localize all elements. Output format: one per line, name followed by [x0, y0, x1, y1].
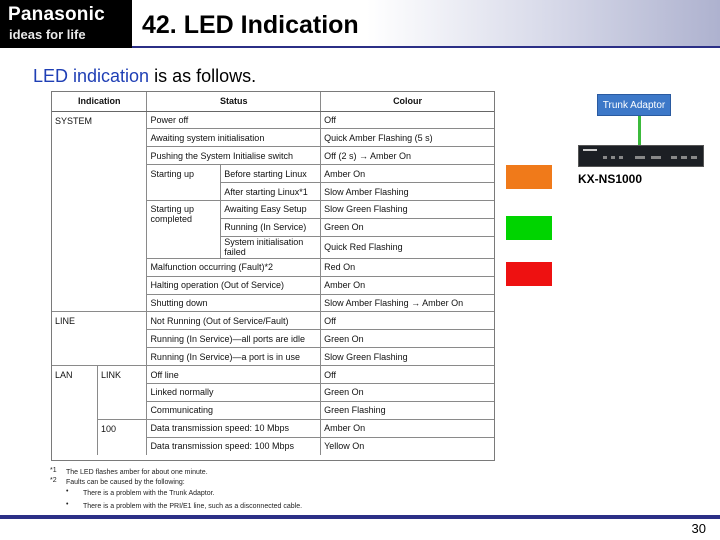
- bullet-icon: •: [66, 488, 69, 495]
- title-bar: [132, 0, 720, 48]
- green-swatch: [506, 216, 552, 240]
- status-sub-cell: System initialisation failed: [221, 236, 321, 258]
- colour-cell: Off: [321, 312, 494, 330]
- colour-cell: Amber On: [321, 276, 494, 294]
- device-label: KX-NS1000: [578, 172, 643, 186]
- colour-cell: Slow Amber Flashing: [321, 183, 494, 201]
- led-table: [51, 91, 495, 461]
- page-number: 30: [691, 521, 706, 536]
- colour-cell: Quick Amber Flashing (5 s): [321, 129, 494, 147]
- status-cell: Linked normally: [147, 383, 321, 401]
- device-port: [681, 156, 687, 159]
- colour-cell: Amber On: [321, 165, 494, 183]
- status-cell: Not Running (Out of Service/Fault): [147, 312, 321, 330]
- header-colour: Colour: [321, 92, 494, 111]
- status-cell: Communicating: [147, 401, 321, 419]
- intro-text: [33, 66, 256, 87]
- header-indication: Indication: [52, 92, 147, 111]
- intro-rest: is as follows.: [149, 66, 257, 86]
- indication-link: LINK: [97, 366, 146, 420]
- status-sub-cell: After starting Linux*1: [221, 183, 321, 201]
- colour-cell: Quick Red Flashing: [321, 236, 494, 258]
- colour-cell: Slow Amber Flashing → Amber On: [321, 294, 494, 312]
- status-cell: Power off: [147, 111, 321, 129]
- status-cell: Malfunction occurring (Fault)*2: [147, 258, 321, 276]
- trunk-adaptor-box: [597, 94, 671, 116]
- device-led: [619, 156, 623, 159]
- device-port: [671, 156, 677, 159]
- colour-cell: Slow Green Flashing: [321, 200, 494, 218]
- red-swatch: [506, 262, 552, 286]
- page-title: 42. LED Indication: [142, 11, 359, 39]
- indication-lan: LAN: [55, 370, 73, 381]
- colour-cell: Slow Green Flashing: [321, 348, 494, 366]
- device-port: [691, 156, 697, 159]
- amber-swatch: [506, 165, 552, 189]
- device-port: [651, 156, 661, 159]
- device-port: [635, 156, 645, 159]
- device-brand-mark: [583, 149, 597, 151]
- status-sub-cell: Running (In Service): [221, 218, 321, 236]
- footnote-bullet-1: There is a problem with the Trunk Adaptor.: [83, 490, 215, 497]
- table-row: [52, 312, 494, 330]
- colour-cell: Red On: [321, 258, 494, 276]
- header-status: Status: [147, 92, 321, 111]
- footnote-bullet-2: There is a problem with the PRI/E1 line, such as a disconnected cable.: [83, 503, 303, 510]
- status-cell: Data transmission speed: 100 Mbps: [147, 437, 321, 455]
- device-led: [603, 156, 607, 159]
- status-sub-cell: Before starting Linux: [221, 165, 321, 183]
- indication-speed: 100: [97, 419, 146, 455]
- brand-name: Panasonic: [8, 4, 105, 25]
- status-sub-cell: Awaiting Easy Setup: [221, 200, 321, 218]
- colour-cell: Amber On: [321, 419, 494, 437]
- status-group: Starting up: [147, 165, 221, 201]
- colour-cell: Green Flashing: [321, 401, 494, 419]
- indication-system: SYSTEM: [52, 111, 147, 312]
- brand-logo: [0, 0, 132, 48]
- status-cell: Data transmission speed: 10 Mbps: [147, 419, 321, 437]
- status-cell: Awaiting system initialisation: [147, 129, 321, 147]
- status-cell: Off line: [147, 366, 321, 384]
- footnote-mark: *2: [50, 477, 57, 484]
- table-row: [52, 111, 494, 129]
- status-cell: Running (In Service)—all ports are idle: [147, 330, 321, 348]
- colour-cell: Yellow On: [321, 437, 494, 455]
- footnote-mark: *1: [50, 467, 57, 474]
- colour-cell: Green On: [321, 218, 494, 236]
- bullet-icon: •: [66, 501, 69, 508]
- colour-cell: Off: [321, 111, 494, 129]
- footnote-1: The LED flashes amber for about one minute.: [66, 469, 208, 476]
- colour-cell: Off: [321, 366, 494, 384]
- table-row: [52, 366, 494, 384]
- status-cell: Pushing the System Initialise switch: [147, 147, 321, 165]
- trunk-adaptor-label: Trunk Adaptor: [602, 99, 666, 111]
- title-divider: [132, 46, 720, 48]
- intro-highlight: LED indication: [33, 66, 150, 86]
- device-led: [611, 156, 615, 159]
- colour-cell: Off (2 s) → Amber On: [321, 147, 494, 165]
- footer-divider: [0, 515, 720, 519]
- brand-tagline: ideas for life: [9, 27, 86, 42]
- status-cell: Halting operation (Out of Service): [147, 276, 321, 294]
- status-cell: Shutting down: [147, 294, 321, 312]
- colour-cell: Green On: [321, 330, 494, 348]
- table-header-row: [52, 92, 494, 111]
- indication-line: LINE: [52, 312, 147, 366]
- colour-cell: Green On: [321, 383, 494, 401]
- connection-line: [638, 116, 641, 146]
- footnote-2: Faults can be caused by the following:: [66, 479, 185, 486]
- status-cell: Running (In Service)—a port is in use: [147, 348, 321, 366]
- status-group: Starting up completed: [147, 200, 221, 258]
- table-row: [52, 419, 494, 437]
- device-image: [578, 145, 704, 167]
